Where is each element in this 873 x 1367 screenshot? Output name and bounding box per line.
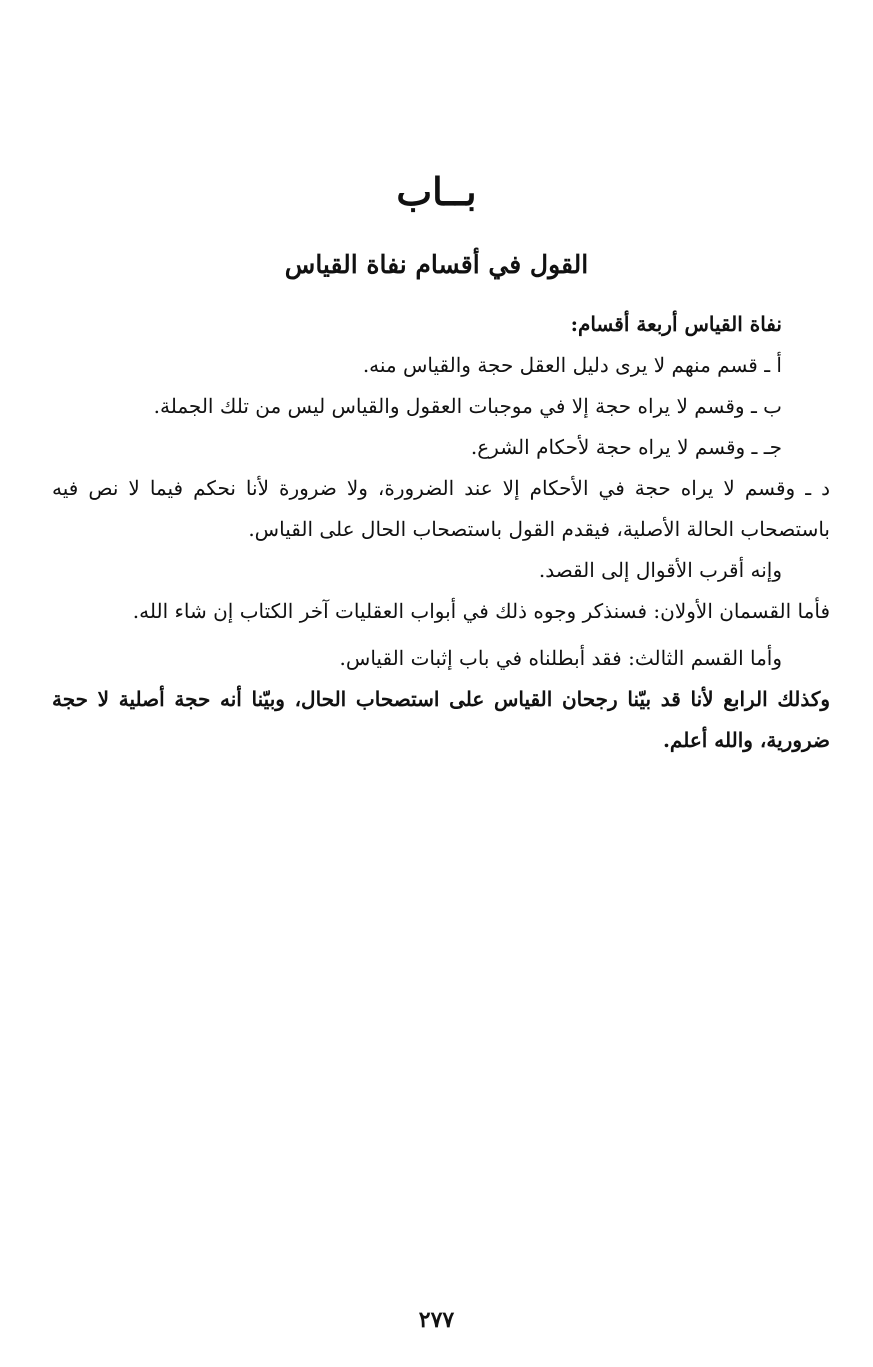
list-item-dal: د ـ وقسم لا يراه حجة في الأحكام إلا عند الضرورة، ولا ضرورة لأنا نحكم فيما لا نص فيه باستصحاب الحالة الأصلية، فيقدم القول باستصحاب الحال على القياس.: [52, 476, 830, 541]
closing-statement: وإنه أقرب الأقوال إلى القصد.: [538, 558, 782, 582]
page-number: ٢٧٧: [418, 1307, 455, 1333]
paragraph-first-two: فأما القسمان الأولان: فسنذكر وجوه ذلك في أبواب العقليات آخر الكتاب إن شاء الله.: [132, 599, 830, 623]
list-item-ba: ب ـ وقسم لا يراه حجة إلا في موجبات العقول والقياس ليس من تلك الجملة.: [153, 394, 782, 418]
paragraph-third: وأما القسم الثالث: فقد أبطلناه في باب إثبات القياس.: [339, 646, 782, 670]
list-item-jim: جـ ـ وقسم لا يراه حجة لأحكام الشرع.: [470, 435, 782, 459]
paragraph-fourth: وكذلك الرابع لأنا قد بيّنا رجحان القياس على استصحاب الحال، وبيّنا أنه حجة أصلية لا حجة ضرورية، والله أعلم.: [52, 687, 830, 752]
list-item-alif: أ ـ قسم منهم لا يرى دليل العقل حجة والقياس منه.: [362, 353, 782, 377]
body-text: [52, 304, 830, 761]
chapter-title: بــاب: [396, 169, 477, 214]
intro-line: نفاة القياس أربعة أقسام:: [570, 312, 782, 336]
chapter-subtitle: القول في أقسام نفاة القياس: [284, 250, 589, 279]
